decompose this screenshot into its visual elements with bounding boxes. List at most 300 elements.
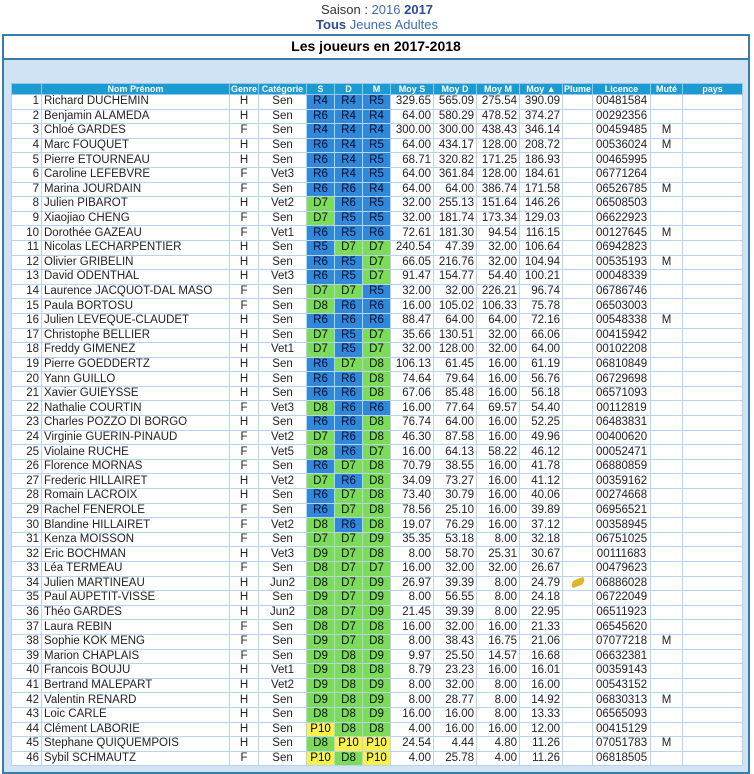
- licence-cell: 06571093: [593, 386, 651, 401]
- player-name-link[interactable]: Richard DUCHEMIN: [42, 95, 230, 110]
- mute-cell: [651, 167, 683, 182]
- pays-cell: [683, 416, 743, 431]
- level-mixte-cell: P10: [363, 751, 391, 766]
- moy-m-cell: 8.00: [477, 707, 520, 722]
- mute-cell: [651, 722, 683, 737]
- player-name-link[interactable]: Julien MARTINEAU: [42, 576, 230, 591]
- licence-cell: 00459485: [593, 124, 651, 139]
- moy-m-cell: 106.33: [477, 299, 520, 314]
- moy-m-cell: 16.00: [477, 620, 520, 635]
- moy-m-cell: 275.54: [477, 95, 520, 110]
- pays-cell: [683, 167, 743, 182]
- table-row: [12, 343, 743, 358]
- player-name-link[interactable]: Valentin RENARD: [42, 693, 230, 708]
- player-name-link[interactable]: Violaine RUCHE: [42, 445, 230, 460]
- level-mixte-cell: D9: [363, 649, 391, 664]
- level-double-cell: D8: [335, 664, 363, 679]
- row-number: 34: [12, 576, 42, 591]
- level-mixte-cell: D9: [363, 591, 391, 606]
- mute-cell: M: [651, 138, 683, 153]
- genre-cell: F: [230, 634, 259, 649]
- licence-cell: 06942823: [593, 240, 651, 255]
- table-row: [12, 124, 743, 139]
- genre-cell: H: [230, 197, 259, 212]
- player-name-link[interactable]: Xiaojiao CHENG: [42, 211, 230, 226]
- plume-cell: [563, 722, 593, 737]
- level-mixte-cell: D7: [363, 240, 391, 255]
- row-number: 45: [12, 737, 42, 752]
- row-number: 36: [12, 605, 42, 620]
- plume-cell: [563, 299, 593, 314]
- moy-avg-cell: 106.64: [520, 240, 563, 255]
- pays-cell: [683, 109, 743, 124]
- player-name-link[interactable]: Blandine HILLAIRET: [42, 518, 230, 533]
- player-name-link[interactable]: Xavier GUIEYSSE: [42, 386, 230, 401]
- genre-cell: H: [230, 678, 259, 693]
- table-row: [12, 503, 743, 518]
- moy-d-cell: 181.74: [434, 211, 477, 226]
- table-row: [12, 737, 743, 752]
- licence-cell: 07077218: [593, 634, 651, 649]
- mute-cell: [651, 503, 683, 518]
- category-cell: Vet2: [259, 678, 307, 693]
- player-name-link[interactable]: Olivier GRIBELIN: [42, 255, 230, 270]
- row-number: 2: [12, 109, 42, 124]
- licence-cell: 06818505: [593, 751, 651, 766]
- row-number: 6: [12, 167, 42, 182]
- category-cell: Vet3: [259, 167, 307, 182]
- mute-cell: [651, 343, 683, 358]
- moy-d-cell: 64.00: [434, 313, 477, 328]
- moy-avg-cell: 49.96: [520, 430, 563, 445]
- player-name-link[interactable]: Sophie KOK MENG: [42, 634, 230, 649]
- level-simple-cell: D7: [307, 474, 335, 489]
- table-row: [12, 532, 743, 547]
- col-moy-d-header[interactable]: Moy D: [434, 84, 477, 95]
- pays-cell: [683, 124, 743, 139]
- moy-m-cell: 16.00: [477, 386, 520, 401]
- licence-cell: 00274668: [593, 489, 651, 504]
- pays-cell: [683, 95, 743, 110]
- moy-d-cell: 4.44: [434, 737, 477, 752]
- row-number: 29: [12, 503, 42, 518]
- player-name-link[interactable]: Francois BOUJU: [42, 664, 230, 679]
- moy-d-cell: 85.48: [434, 386, 477, 401]
- moy-avg-cell: 37.12: [520, 518, 563, 533]
- player-name-link[interactable]: Chloé GARDES: [42, 124, 230, 139]
- col-moy-s-header[interactable]: Moy S: [391, 84, 434, 95]
- category-cell: Sen: [259, 737, 307, 752]
- player-name-link[interactable]: Stephane QUIQUEMPOIS: [42, 737, 230, 752]
- col-s-header[interactable]: S: [307, 84, 335, 95]
- licence-cell: 00292356: [593, 109, 651, 124]
- moy-avg-cell: 186.93: [520, 153, 563, 168]
- moy-s-cell: 35.35: [391, 532, 434, 547]
- moy-avg-cell: 208.72: [520, 138, 563, 153]
- plume-cell: [563, 459, 593, 474]
- licence-cell: 06880859: [593, 459, 651, 474]
- player-name-link[interactable]: Sybil SCHMAUTZ: [42, 751, 230, 766]
- level-mixte-cell: R6: [363, 299, 391, 314]
- level-double-cell: R6: [335, 313, 363, 328]
- genre-cell: F: [230, 124, 259, 139]
- category-cell: Sen: [259, 138, 307, 153]
- player-name-link[interactable]: Nicolas LECHARPENTIER: [42, 240, 230, 255]
- table-row: [12, 664, 743, 679]
- moy-avg-cell: 24.18: [520, 591, 563, 606]
- category-cell: Vet3: [259, 401, 307, 416]
- row-number: 32: [12, 547, 42, 562]
- mute-cell: [651, 562, 683, 577]
- table-row: [12, 95, 743, 110]
- level-mixte-cell: D7: [363, 328, 391, 343]
- plume-cell: [563, 693, 593, 708]
- player-name-link[interactable]: Paul AUPETIT-VISSE: [42, 591, 230, 606]
- mute-cell: [651, 707, 683, 722]
- pays-cell: [683, 445, 743, 460]
- moy-s-cell: 16.00: [391, 299, 434, 314]
- moy-s-cell: 32.00: [391, 343, 434, 358]
- plume-cell: [563, 343, 593, 358]
- plume-cell: [563, 138, 593, 153]
- col-categorie-header[interactable]: Catégorie: [259, 84, 307, 95]
- moy-m-cell: 8.00: [477, 693, 520, 708]
- pays-cell: [683, 547, 743, 562]
- moy-d-cell: 28.77: [434, 693, 477, 708]
- player-name-link[interactable]: Clément LABORIE: [42, 722, 230, 737]
- level-simple-cell: P10: [307, 722, 335, 737]
- mute-cell: [651, 95, 683, 110]
- table-row: [12, 678, 743, 693]
- moy-d-cell: 16.00: [434, 722, 477, 737]
- moy-avg-cell: 30.67: [520, 547, 563, 562]
- moy-s-cell: 67.06: [391, 386, 434, 401]
- category-cell: Sen: [259, 255, 307, 270]
- level-double-cell: D7: [335, 591, 363, 606]
- level-mixte-cell: D9: [363, 678, 391, 693]
- level-simple-cell: R6: [307, 153, 335, 168]
- level-double-cell: R5: [335, 226, 363, 241]
- player-name-link[interactable]: Loic CARLE: [42, 707, 230, 722]
- licence-cell: 00127645: [593, 226, 651, 241]
- moy-avg-cell: 41.78: [520, 459, 563, 474]
- filter-jeunes[interactable]: Jeunes: [349, 17, 392, 32]
- category-cell: Sen: [259, 634, 307, 649]
- moy-d-cell: 361.84: [434, 167, 477, 182]
- player-name-link[interactable]: Marina JOURDAIN: [42, 182, 230, 197]
- moy-s-cell: 24.54: [391, 737, 434, 752]
- genre-cell: F: [230, 459, 259, 474]
- level-double-cell: D8: [335, 693, 363, 708]
- level-simple-cell: R6: [307, 270, 335, 285]
- moy-s-cell: 300.00: [391, 124, 434, 139]
- category-cell: Sen: [259, 562, 307, 577]
- table-row: [12, 562, 743, 577]
- player-name-link[interactable]: Frederic HILLAIRET: [42, 474, 230, 489]
- player-name-link[interactable]: Romain LACROIX: [42, 489, 230, 504]
- season-link-2016[interactable]: 2016: [371, 2, 401, 17]
- table-row: [12, 153, 743, 168]
- col-m-header[interactable]: M: [363, 84, 391, 95]
- level-mixte-cell: R5: [363, 153, 391, 168]
- season-label: Saison :: [320, 2, 368, 17]
- player-name-link[interactable]: Pierre ETOURNEAU: [42, 153, 230, 168]
- level-double-cell: D8: [335, 707, 363, 722]
- player-name-link[interactable]: Nathalie COURTIN: [42, 401, 230, 416]
- level-double-cell: R6: [335, 430, 363, 445]
- mute-cell: [651, 620, 683, 635]
- moy-m-cell: 8.00: [477, 532, 520, 547]
- level-simple-cell: R6: [307, 109, 335, 124]
- mute-cell: [651, 591, 683, 606]
- moy-avg-cell: 390.09: [520, 95, 563, 110]
- moy-m-cell: 128.00: [477, 167, 520, 182]
- row-number: 27: [12, 474, 42, 489]
- moy-d-cell: 32.00: [434, 284, 477, 299]
- mute-cell: [651, 270, 683, 285]
- table-row: [12, 416, 743, 431]
- category-cell: Sen: [259, 153, 307, 168]
- row-number: 35: [12, 591, 42, 606]
- category-cell: Sen: [259, 416, 307, 431]
- mute-cell: M: [651, 182, 683, 197]
- pays-cell: [683, 503, 743, 518]
- table-row: [12, 518, 743, 533]
- category-cell: Sen: [259, 459, 307, 474]
- level-mixte-cell: R5: [363, 211, 391, 226]
- plume-cell: [563, 372, 593, 387]
- level-double-cell: R6: [335, 518, 363, 533]
- moy-s-cell: 74.64: [391, 372, 434, 387]
- col-d-header[interactable]: D: [335, 84, 363, 95]
- moy-m-cell: 16.00: [477, 503, 520, 518]
- level-mixte-cell: R6: [363, 226, 391, 241]
- moy-s-cell: 8.00: [391, 693, 434, 708]
- table-row: [12, 401, 743, 416]
- moy-s-cell: 240.54: [391, 240, 434, 255]
- pays-cell: [683, 751, 743, 766]
- licence-cell: 00052471: [593, 445, 651, 460]
- genre-cell: H: [230, 547, 259, 562]
- level-mixte-cell: D7: [363, 270, 391, 285]
- level-mixte-cell: D8: [363, 357, 391, 372]
- level-mixte-cell: D8: [363, 386, 391, 401]
- player-name-link[interactable]: Bertrand MALEPART: [42, 678, 230, 693]
- moy-avg-cell: 46.12: [520, 445, 563, 460]
- table-row: [12, 226, 743, 241]
- moy-m-cell: 16.00: [477, 664, 520, 679]
- moy-m-cell: 16.00: [477, 459, 520, 474]
- col-name-header[interactable]: Nom Prénom: [42, 84, 230, 95]
- level-simple-cell: R5: [307, 240, 335, 255]
- mute-cell: [651, 386, 683, 401]
- col-num-header: [12, 84, 42, 95]
- mute-cell: M: [651, 313, 683, 328]
- player-name-link[interactable]: Marc FOUQUET: [42, 138, 230, 153]
- player-name-link[interactable]: Christophe BELLIER: [42, 328, 230, 343]
- category-cell: Sen: [259, 95, 307, 110]
- genre-cell: H: [230, 707, 259, 722]
- category-cell: Sen: [259, 313, 307, 328]
- moy-m-cell: 16.75: [477, 634, 520, 649]
- moy-s-cell: 91.47: [391, 270, 434, 285]
- moy-s-cell: 19.07: [391, 518, 434, 533]
- moy-avg-cell: 21.06: [520, 634, 563, 649]
- player-name-link[interactable]: Pierre GOEDDERTZ: [42, 357, 230, 372]
- genre-cell: H: [230, 416, 259, 431]
- level-simple-cell: D9: [307, 678, 335, 693]
- category-cell: Sen: [259, 591, 307, 606]
- moy-m-cell: 16.00: [477, 416, 520, 431]
- moy-s-cell: 78.56: [391, 503, 434, 518]
- filter-tous[interactable]: Tous: [316, 17, 347, 32]
- mute-cell: [651, 649, 683, 664]
- level-double-cell: D7: [335, 605, 363, 620]
- player-name-link[interactable]: Eric BOCHMAN: [42, 547, 230, 562]
- category-cell: Sen: [259, 109, 307, 124]
- filter-adultes[interactable]: Adultes: [394, 17, 438, 32]
- player-name-link[interactable]: Julien PIBAROT: [42, 197, 230, 212]
- row-number: 22: [12, 401, 42, 416]
- col-moy-m-header[interactable]: Moy M: [477, 84, 520, 95]
- moy-d-cell: 434.17: [434, 138, 477, 153]
- moy-m-cell: 32.00: [477, 562, 520, 577]
- player-name-link[interactable]: Yann GUILLO: [42, 372, 230, 387]
- mute-cell: [651, 416, 683, 431]
- player-name-link[interactable]: Kenza MOISSON: [42, 532, 230, 547]
- moy-avg-cell: 171.58: [520, 182, 563, 197]
- row-number: 18: [12, 343, 42, 358]
- moy-avg-cell: 146.26: [520, 197, 563, 212]
- moy-avg-cell: 104.94: [520, 255, 563, 270]
- table-row: [12, 634, 743, 649]
- plume-cell: [563, 562, 593, 577]
- genre-cell: H: [230, 255, 259, 270]
- moy-d-cell: 47.39: [434, 240, 477, 255]
- moy-avg-cell: 22.95: [520, 605, 563, 620]
- row-number: 12: [12, 255, 42, 270]
- moy-avg-cell: 21.33: [520, 620, 563, 635]
- row-number: 43: [12, 707, 42, 722]
- moy-d-cell: 61.45: [434, 357, 477, 372]
- level-simple-cell: D9: [307, 693, 335, 708]
- plume-cell: [563, 386, 593, 401]
- player-name-link[interactable]: Rachel FENEROLE: [42, 503, 230, 518]
- table-row: [12, 576, 743, 591]
- player-name-link[interactable]: Florence MORNAS: [42, 459, 230, 474]
- level-mixte-cell: R4: [363, 124, 391, 139]
- moy-s-cell: 106.13: [391, 357, 434, 372]
- player-name-link[interactable]: Charles POZZO DI BORGO: [42, 416, 230, 431]
- genre-cell: F: [230, 620, 259, 635]
- mute-cell: [651, 109, 683, 124]
- mute-cell: [651, 357, 683, 372]
- table-row: [12, 240, 743, 255]
- player-name-link[interactable]: Laura REBIN: [42, 620, 230, 635]
- level-simple-cell: P10: [307, 751, 335, 766]
- level-simple-cell: R6: [307, 167, 335, 182]
- mute-cell: M: [651, 634, 683, 649]
- player-name-link[interactable]: Dorothée GAZEAU: [42, 226, 230, 241]
- col-genre-header[interactable]: Genre: [231, 84, 258, 94]
- player-name-link[interactable]: David ODENTHAL: [42, 270, 230, 285]
- pays-cell: [683, 430, 743, 445]
- mute-cell: M: [651, 226, 683, 241]
- level-double-cell: R6: [335, 474, 363, 489]
- moy-s-cell: 26.97: [391, 576, 434, 591]
- moy-d-cell: 76.29: [434, 518, 477, 533]
- plume-cell: [563, 707, 593, 722]
- player-name-link[interactable]: Marion CHAPLAIS: [42, 649, 230, 664]
- player-name-link[interactable]: Léa TERMEAU: [42, 562, 230, 577]
- level-mixte-cell: R4: [363, 182, 391, 197]
- licence-cell: 00102208: [593, 343, 651, 358]
- player-name-link[interactable]: Benjamin ALAMEDA: [42, 109, 230, 124]
- player-name-link[interactable]: Julien LEVEQUE-CLAUDET: [42, 313, 230, 328]
- table-row: [12, 299, 743, 314]
- pays-cell: [683, 678, 743, 693]
- player-name-link[interactable]: Caroline LEFEBVRE: [42, 167, 230, 182]
- level-double-cell: D7: [335, 503, 363, 518]
- licence-cell: 06771264: [593, 167, 651, 182]
- level-simple-cell: D7: [307, 430, 335, 445]
- pays-cell: [683, 386, 743, 401]
- moy-s-cell: 21.45: [391, 605, 434, 620]
- licence-cell: 00415129: [593, 722, 651, 737]
- plume-cell: [563, 678, 593, 693]
- level-double-cell: R6: [335, 386, 363, 401]
- mute-cell: [651, 401, 683, 416]
- licence-cell: 00359162: [593, 474, 651, 489]
- pays-cell: [683, 313, 743, 328]
- pays-cell: [683, 401, 743, 416]
- player-name-link[interactable]: Virginie GUERIN-PINAUD: [42, 430, 230, 445]
- level-simple-cell: R6: [307, 182, 335, 197]
- moy-s-cell: 32.00: [391, 211, 434, 226]
- moy-m-cell: 94.54: [477, 226, 520, 241]
- player-name-link[interactable]: Paula BORTOSU: [42, 299, 230, 314]
- player-name-link[interactable]: Théo GARDES: [42, 605, 230, 620]
- mute-cell: [651, 474, 683, 489]
- plume-cell: [563, 489, 593, 504]
- level-double-cell: D7: [335, 459, 363, 474]
- col-pays-header: pays: [683, 84, 743, 95]
- category-cell: Vet1: [259, 226, 307, 241]
- level-mixte-cell: R5: [363, 95, 391, 110]
- moy-m-cell: 478.52: [477, 109, 520, 124]
- level-double-cell: R6: [335, 445, 363, 460]
- level-double-cell: D7: [335, 284, 363, 299]
- row-number: 19: [12, 357, 42, 372]
- level-double-cell: D8: [335, 649, 363, 664]
- level-mixte-cell: D7: [363, 343, 391, 358]
- category-cell: Sen: [259, 489, 307, 504]
- level-simple-cell: R6: [307, 226, 335, 241]
- genre-cell: F: [230, 167, 259, 182]
- player-name-link[interactable]: Freddy GIMENEZ: [42, 343, 230, 358]
- col-moy-header[interactable]: Moy ▲: [520, 84, 563, 95]
- pays-cell: [683, 328, 743, 343]
- plume-cell: [563, 634, 593, 649]
- player-name-link[interactable]: Laurence JACQUOT-DAL MASO: [42, 284, 230, 299]
- col-plume-header: Plume: [564, 84, 592, 94]
- level-mixte-cell: R6: [363, 313, 391, 328]
- category-cell: Sen: [259, 182, 307, 197]
- mute-cell: [651, 605, 683, 620]
- moy-s-cell: 72.61: [391, 226, 434, 241]
- season-link-2017[interactable]: 2017: [404, 2, 434, 17]
- moy-m-cell: 32.00: [477, 255, 520, 270]
